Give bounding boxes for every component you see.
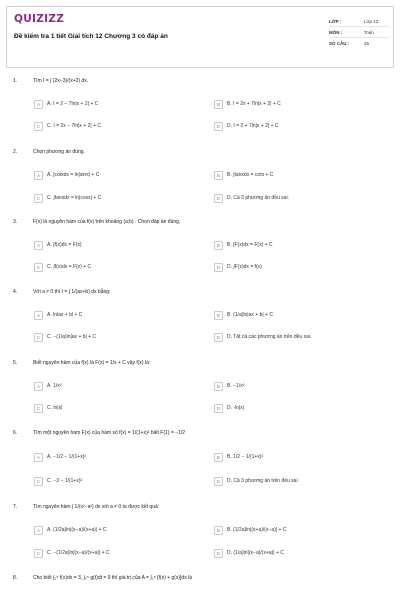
option-b[interactable] xyxy=(214,309,382,321)
option-d[interactable] xyxy=(214,331,382,343)
question-text: Chọn phương án đúng. xyxy=(33,149,85,155)
option-c[interactable] xyxy=(34,261,202,273)
option-letter-box: C xyxy=(34,333,43,342)
option-letter-box: C xyxy=(34,549,43,558)
question-text: Tìm một nguyên hàm F(x) của hàm số f(x) = 1/(1+x)² biết F(1) = −1/2 xyxy=(33,430,185,436)
page-title: Đề kiểm tra 1 tiết Giải tích 12 Chương 3 có đáp án xyxy=(14,33,168,40)
question-number: 3. xyxy=(13,219,18,225)
option-a[interactable] xyxy=(34,98,202,110)
option-c[interactable] xyxy=(34,192,202,204)
option-letter-box: C xyxy=(34,477,43,486)
option-d[interactable] xyxy=(214,402,382,414)
option-c[interactable] xyxy=(34,331,202,343)
option-letter-box: D xyxy=(214,549,223,558)
option-text: C. ∫f(x)dx = F(x) + C xyxy=(47,264,92,270)
question-text: Biết nguyên hàm của f(x) là F(x) = 1/x + C vậy f(x) là: xyxy=(33,360,151,366)
option-d[interactable] xyxy=(214,547,382,559)
option-text: A. I = 2 − 7ln|x + 2| + C xyxy=(47,101,99,107)
option-text: B. ∫F(x)dx = F(x) + C xyxy=(227,242,273,248)
option-a[interactable] xyxy=(34,309,202,321)
option-text: C. −3 − 1/(1+x)² xyxy=(47,478,83,484)
document-header xyxy=(6,6,394,68)
option-letter-box: C xyxy=(34,122,43,131)
meta-label: SỐ CÂU : xyxy=(329,41,350,46)
meta-value: 25 xyxy=(364,41,370,46)
option-text: A. ∫f(x)dx = F(x) xyxy=(47,242,82,248)
option-text: A. −1/2 − 1/(1+x)² xyxy=(47,454,87,460)
meta-row-count xyxy=(329,38,389,49)
question-number: 8. xyxy=(13,575,18,581)
option-letter-box: D xyxy=(214,122,223,131)
question-number: 5. xyxy=(13,360,18,366)
option-text: A. lnlax + bl + C xyxy=(47,312,83,318)
question-number: 7. xyxy=(13,504,18,510)
option-a[interactable] xyxy=(34,169,202,181)
option-text: B. −1/x² xyxy=(227,383,245,389)
question-number: 6. xyxy=(13,430,18,436)
option-text: D. Tất cả các phương án trên đều sai. xyxy=(227,334,312,340)
option-text: C. ln|x| xyxy=(47,405,63,411)
question-text: Tìm nguyên hàm ∫ 1/(x²−a²) dx với a ≠ 0 ta được kết quả: xyxy=(33,504,160,510)
question-text: Với a ≠ 0 thì I = ∫ 1/(ax+b) dx bằng: xyxy=(33,289,111,295)
option-text: D. I = 2 + 7ln|x + 2| + C xyxy=(227,123,279,129)
option-text: D. Cả 3 phương án trên đều sai xyxy=(227,478,298,484)
option-text: B. ∫tanxdx = cotx + C xyxy=(227,172,274,178)
option-d[interactable] xyxy=(214,192,382,204)
option-b[interactable] xyxy=(214,98,382,110)
option-letter-box: B xyxy=(214,311,223,320)
question-text: Cho biết ∫₂⁵ f(x)dx = 3, ∫₂⁵ g(t)dt = 9 thì giá trị của A = ∫₂⁵ [f(x) + g(x)]dx là xyxy=(33,575,192,581)
question-number: 2. xyxy=(13,149,18,155)
option-text: A. 1/x² xyxy=(47,383,62,389)
question-text: Tìm I = ∫ (2x−3)/(x+2) dx. xyxy=(33,78,89,84)
option-text: C. ∫tanxdx = ln|cosx| + C xyxy=(47,195,102,201)
question-text: F(x) là nguyên hàm của f(x) trên khoảng (a;b) . Chọn đáp án đúng. xyxy=(33,219,181,225)
option-letter-box: A xyxy=(34,311,43,320)
option-letter-box: D xyxy=(214,404,223,413)
option-d[interactable] xyxy=(214,261,382,273)
option-text: A. (1/2a)ln|(x−a)/(x+a)| + C xyxy=(47,527,107,533)
meta-value: Lớp 12 xyxy=(364,18,379,24)
option-c[interactable] xyxy=(34,475,202,487)
option-text: B. (1/2a)ln|(x+a)/(x−a)| + C xyxy=(227,527,287,533)
option-c[interactable] xyxy=(34,402,202,414)
question-number: 1. xyxy=(13,78,18,84)
option-letter-box: A xyxy=(34,526,43,535)
option-letter-box: B xyxy=(214,453,223,462)
option-b[interactable] xyxy=(214,380,382,392)
question-number: 4. xyxy=(13,289,18,295)
option-a[interactable] xyxy=(34,239,202,251)
option-b[interactable] xyxy=(214,451,382,463)
option-d[interactable] xyxy=(214,475,382,487)
option-letter-box: B xyxy=(214,241,223,250)
meta-row-subject xyxy=(329,27,389,38)
option-text: D. -ln|x| xyxy=(227,405,245,411)
option-text: A. ∫cotxdx = ln|sinx| + C xyxy=(47,172,100,178)
option-letter-box: A xyxy=(34,382,43,391)
option-a[interactable] xyxy=(34,451,202,463)
meta-row-class xyxy=(329,16,389,27)
option-letter-box: A xyxy=(34,100,43,109)
option-c[interactable] xyxy=(34,547,202,559)
option-letter-box: C xyxy=(34,263,43,272)
option-a[interactable] xyxy=(34,380,202,392)
option-letter-box: D xyxy=(214,194,223,203)
option-letter-box: C xyxy=(34,194,43,203)
meta-label: LỚP : xyxy=(329,18,342,24)
option-text: B. 1/2 − 1/(1+x)² xyxy=(227,454,264,460)
option-d[interactable] xyxy=(214,120,382,132)
option-text: C. I = 2x − 7ln|x + 2| + C xyxy=(47,123,102,129)
option-text: B. (1/a)ln|ax + b| + C xyxy=(227,312,273,318)
quizizz-logo: QUIZIZZ xyxy=(14,13,65,25)
option-b[interactable] xyxy=(214,239,382,251)
option-letter-box: C xyxy=(34,404,43,413)
option-letter-box: A xyxy=(34,453,43,462)
option-a[interactable] xyxy=(34,524,202,536)
meta-table xyxy=(329,16,389,49)
option-c[interactable] xyxy=(34,120,202,132)
option-text: C. −(1/a)ln|ax + b| + C xyxy=(47,334,97,340)
option-b[interactable] xyxy=(214,169,382,181)
option-letter-box: B xyxy=(214,171,223,180)
option-letter-box: D xyxy=(214,477,223,486)
option-letter-box: B xyxy=(214,100,223,109)
option-letter-box: A xyxy=(34,241,43,250)
meta-value: Toán xyxy=(364,29,374,35)
option-text: D. (1/a)ln|(x−a)/(x+a)| + C xyxy=(227,550,284,556)
option-text: C. −(1/2a)ln|(x−a)/(x+a)| + C xyxy=(47,550,110,556)
option-letter-box: D xyxy=(214,263,223,272)
option-letter-box: D xyxy=(214,333,223,342)
option-text: D. ∫F(x)dx = f(x) xyxy=(227,264,262,270)
option-letter-box: B xyxy=(214,526,223,535)
option-letter-box: A xyxy=(34,171,43,180)
option-text: D. Cả 3 phương án đều sai. xyxy=(227,195,289,201)
option-letter-box: B xyxy=(214,382,223,391)
option-b[interactable] xyxy=(214,524,382,536)
meta-label: MÔN : xyxy=(329,29,343,35)
option-text: B. I = 2x + 7ln|x + 2| + C xyxy=(227,101,281,107)
